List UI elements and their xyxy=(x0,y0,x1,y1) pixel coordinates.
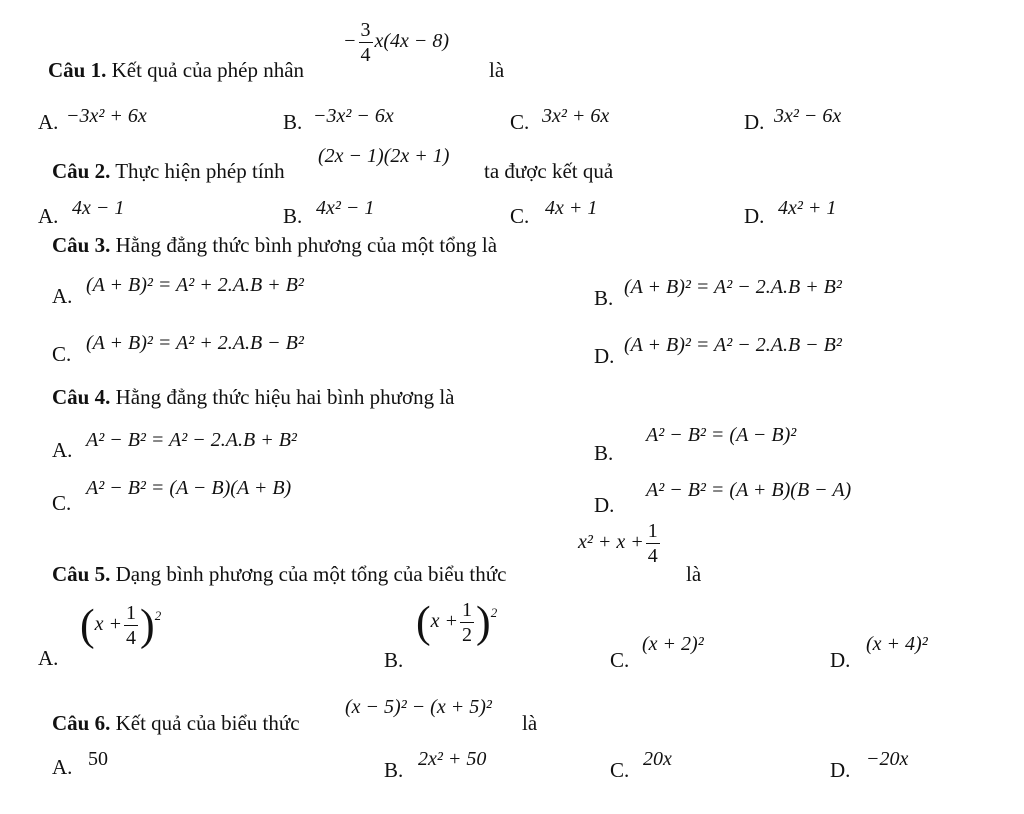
q2-opt-b-letter: B. xyxy=(283,204,303,228)
q2-opt-b: 4x² − 1 xyxy=(316,197,375,219)
q4-opt-c-letter: C. xyxy=(52,491,72,515)
q1-suffix: là xyxy=(489,58,505,82)
q5-expr-den: 4 xyxy=(647,545,658,567)
q2-text: Thực hiện phép tính xyxy=(115,159,285,183)
q3-stem xyxy=(52,235,497,256)
q5-title: Câu 5. xyxy=(52,562,111,586)
q3-opt-a-letter: A. xyxy=(52,284,73,308)
q3-opt-c: (A + B)² = A² + 2.A.B − B² xyxy=(86,332,304,354)
q4-opt-a-letter: A. xyxy=(52,438,73,462)
q6-opt-d-letter: D. xyxy=(830,758,851,782)
q1-opt-d-letter: D. xyxy=(744,110,765,134)
q5-opt-b xyxy=(416,597,498,647)
q5-opt-a-lead: x + xyxy=(94,613,123,636)
q5-opt-b-paren-close: ) xyxy=(476,597,491,647)
q6-stem xyxy=(52,713,300,734)
q3-opt-c-letter: C. xyxy=(52,342,72,366)
q1-opt-c: 3x² + 6x xyxy=(542,105,610,127)
q5-opt-b-paren-open: ( xyxy=(416,597,431,647)
q5-opt-a-letter: A. xyxy=(38,646,59,670)
q2-opt-c-letter: C. xyxy=(510,204,530,228)
q2-opt-c: 4x + 1 xyxy=(545,197,598,219)
q1-opt-d: 3x² − 6x xyxy=(774,105,842,127)
q5-opt-a-paren-open: ( xyxy=(80,600,95,650)
q3-text: Hằng đẳng thức bình phương của một tổng là xyxy=(115,233,498,257)
q4-opt-b-letter: B. xyxy=(594,441,614,465)
q5-opt-b-num: 1 xyxy=(462,599,473,621)
q5-suffix: là xyxy=(686,562,702,586)
q6-expression: (x − 5)² − (x + 5)² xyxy=(345,696,492,718)
q4-opt-b: A² − B² = (A − B)² xyxy=(646,424,797,446)
q5-stem xyxy=(52,564,506,585)
q5-opt-b-lead: x + xyxy=(430,610,459,633)
q3-opt-b: (A + B)² = A² − 2.A.B + B² xyxy=(624,276,842,298)
q3-title: Câu 3. xyxy=(52,233,111,257)
q5-expr-num: 1 xyxy=(647,520,658,542)
q5-opt-a-den: 4 xyxy=(126,627,137,649)
q5-opt-b-fraction xyxy=(460,600,474,645)
q6-opt-a-letter: A. xyxy=(52,755,73,779)
q4-stem xyxy=(52,387,455,408)
q5-opt-a-paren-close: ) xyxy=(140,600,155,650)
q1-opt-a-letter: A. xyxy=(38,110,59,134)
q5-opt-a-num: 1 xyxy=(126,602,137,624)
q1-opt-b: −3x² − 6x xyxy=(313,105,394,127)
q2-opt-d-letter: D. xyxy=(744,204,765,228)
q1-text: Kết quả của phép nhân xyxy=(111,58,305,82)
q6-opt-b: 2x² + 50 xyxy=(418,748,487,770)
q1-title: Câu 1. xyxy=(48,58,107,82)
q4-text: Hằng đẳng thức hiệu hai bình phương là xyxy=(115,385,455,409)
q4-opt-d-letter: D. xyxy=(594,493,615,517)
q5-text: Dạng bình phương của một tổng của biểu thức xyxy=(115,562,507,586)
q5-expr-fraction xyxy=(646,521,660,566)
q5-opt-d-letter: D. xyxy=(830,648,851,672)
q6-opt-a: 50 xyxy=(88,748,108,770)
q4-opt-d: A² − B² = (A + B)(B − A) xyxy=(646,479,852,501)
q4-title: Câu 4. xyxy=(52,385,111,409)
q6-suffix: là xyxy=(522,711,538,735)
q5-expression xyxy=(578,521,662,566)
q6-opt-d: −20x xyxy=(866,748,909,770)
q4-opt-a: A² − B² = A² − 2.A.B + B² xyxy=(86,429,297,451)
q5-opt-b-den: 2 xyxy=(462,624,473,646)
q3-opt-a: (A + B)² = A² + 2.A.B + B² xyxy=(86,274,304,296)
q1-expr-fraction xyxy=(359,20,373,65)
q1-opt-a: −3x² + 6x xyxy=(66,105,147,127)
q2-title: Câu 2. xyxy=(52,159,111,183)
q5-opt-a xyxy=(80,600,162,650)
q6-opt-c: 20x xyxy=(643,748,672,770)
q5-opt-b-exponent: 2 xyxy=(490,605,498,621)
q6-title: Câu 6. xyxy=(52,711,111,735)
q1-opt-c-letter: C. xyxy=(510,110,530,134)
q2-suffix: ta được kết quả xyxy=(484,159,614,183)
q1-expr-rest: x(4x − 8) xyxy=(374,30,450,53)
q4-opt-c: A² − B² = (A − B)(A + B) xyxy=(86,477,292,499)
q6-opt-c-letter: C. xyxy=(610,758,630,782)
q5-expr-lead: x² + x + xyxy=(578,531,644,554)
q5-opt-c-letter: C. xyxy=(610,648,630,672)
q2-expression: (2x − 1)(2x + 1) xyxy=(318,145,450,167)
q1-stem xyxy=(48,60,304,81)
q5-opt-a-fraction xyxy=(124,603,138,648)
q1-expr-den: 4 xyxy=(360,44,371,66)
q1-expr-num: 3 xyxy=(360,19,371,41)
q3-opt-d-letter: D. xyxy=(594,344,615,368)
q6-text: Kết quả của biểu thức xyxy=(115,711,300,735)
q3-opt-d: (A + B)² = A² − 2.A.B − B² xyxy=(624,334,842,356)
q5-opt-c: (x + 2)² xyxy=(642,633,704,655)
q2-opt-d: 4x² + 1 xyxy=(778,197,837,219)
q6-opt-b-letter: B. xyxy=(384,758,404,782)
q2-opt-a-letter: A. xyxy=(38,204,59,228)
q2-stem xyxy=(52,161,285,182)
q5-opt-b-letter: B. xyxy=(384,648,404,672)
q2-opt-a: 4x − 1 xyxy=(72,197,125,219)
q5-opt-d: (x + 4)² xyxy=(866,633,928,655)
q1-expr-sign: − xyxy=(343,30,357,53)
q5-opt-a-exponent: 2 xyxy=(154,608,162,624)
q3-opt-b-letter: B. xyxy=(594,286,614,310)
q1-opt-b-letter: B. xyxy=(283,110,303,134)
q1-expression xyxy=(343,20,449,65)
